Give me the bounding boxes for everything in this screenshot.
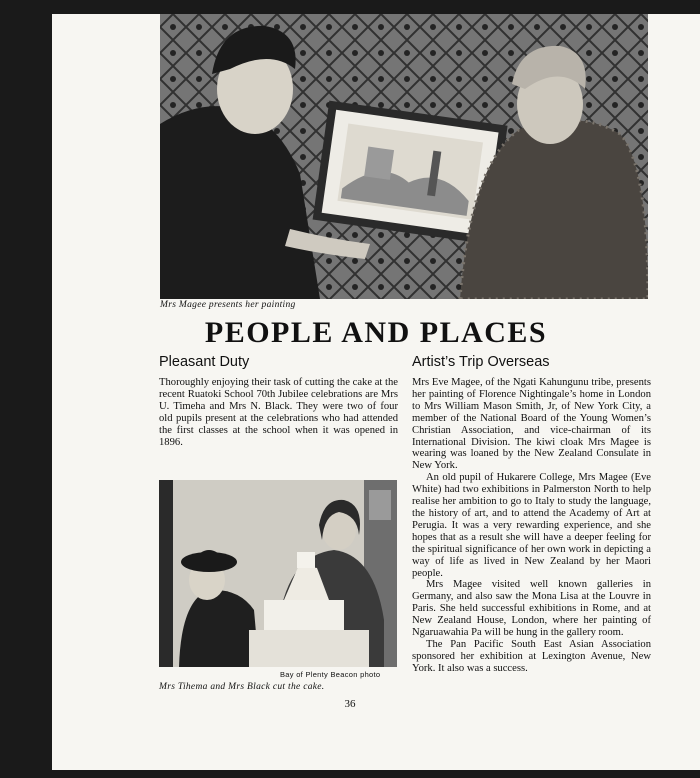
right-article-heading: Artist’s Trip Overseas xyxy=(412,354,550,370)
page-number: 36 xyxy=(344,698,356,710)
bottom-photo-caption: Mrs Tihema and Mrs Black cut the cake. xyxy=(159,682,325,692)
left-article-paragraph: Thoroughly enjoying their task of cutting the cake at the recent Ruatoki School 70th Jubilee celebrations are Mrs U. Timeha and Mrs N. Black. They were two of four old pupils present at the celebrations who had attended the first classes at the school when it was opened in 1896. xyxy=(159,377,398,448)
page-title: PEOPLE AND PLACES xyxy=(204,316,548,349)
right-article-paragraph-1: Mrs Eve Magee, of the Ngati Kahungunu tribe, presents her painting of Florence Nightingale’s home in London to Mrs William Mason Smith, Jr, of New York City, a member of the National Board of the Young Women’s Christian Association, and vice-chairman of its International Division. The kiwi cloak Mrs Magee is wearing was loaned by the New Zealand Consulate in New York. xyxy=(412,377,651,472)
right-article-text xyxy=(412,377,651,675)
right-article-paragraph-2: An old pupil of Hukarere College, Mrs Magee (Eve White) had two exhibitions in Palmerston North to help realise her ambition to go to Italy to study the language, the history of art, and to attend the Academy of Art at Perugia. It was a very rewarding experience, and she hopes that as a result she will have a deeper feeling for the spiritual significance of her own work in depicting a way of life as lived in New Zealand by her Maori people. xyxy=(412,472,651,579)
right-article-paragraph-3: Mrs Magee visited well known galleries in Germany, and also saw the Mona Lisa at the Louvre in Paris. She held successful exhibitions in Rome, and at New Zealand House, London, where her painting of Ngaruawahia Pa will be hung in the gallery room. xyxy=(412,579,651,639)
top-photo-caption: Mrs Magee presents her painting xyxy=(160,300,296,310)
bottom-photo xyxy=(159,480,397,667)
top-photo-image xyxy=(160,14,648,299)
left-article-text xyxy=(159,377,398,448)
top-photo xyxy=(160,14,648,299)
right-article-paragraph-4: The Pan Pacific South East Asian Association sponsored her exhibition at Lexington Avenue, New York. It also was a success. xyxy=(412,638,651,674)
magazine-page xyxy=(52,14,700,770)
left-article-heading: Pleasant Duty xyxy=(159,354,250,370)
bottom-photo-image xyxy=(159,480,397,667)
photo-credit: Bay of Plenty Beacon photo xyxy=(280,670,381,679)
